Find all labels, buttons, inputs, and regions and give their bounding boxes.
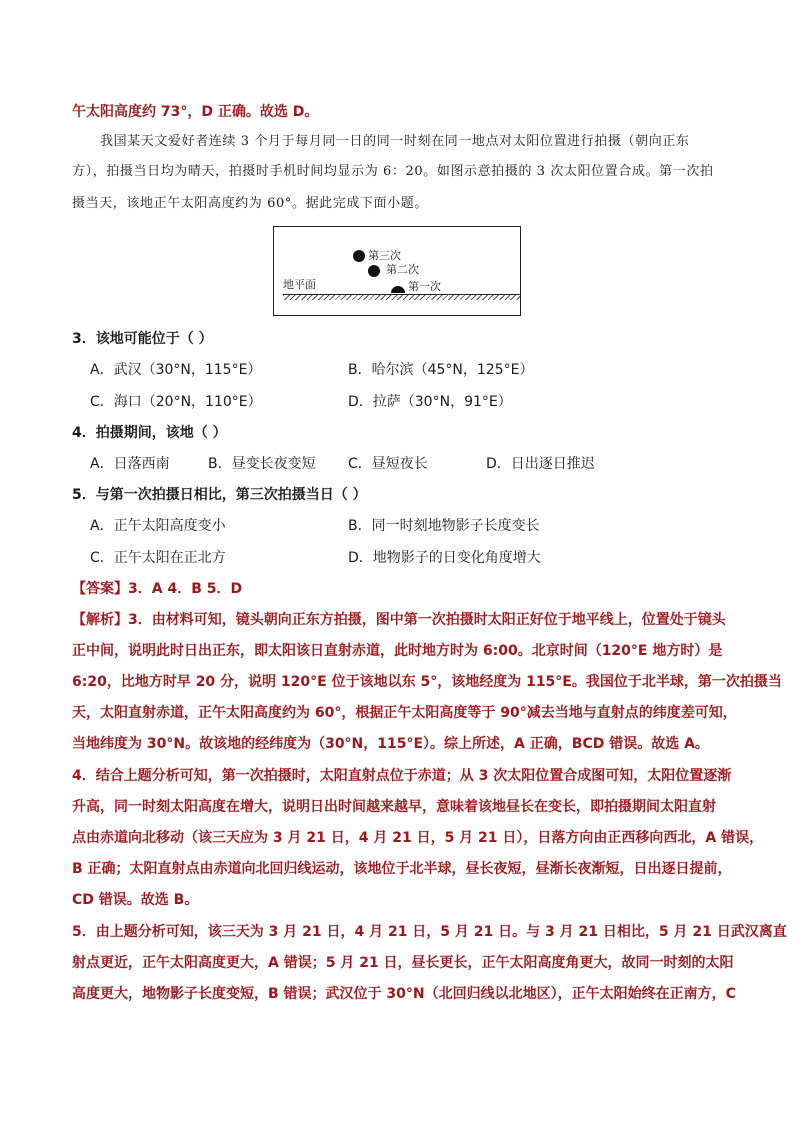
q3-option-c: C．海口（20°N，110°E）	[90, 394, 262, 410]
q3-option-b: B．哈尔滨（45°N，125°E）	[348, 362, 534, 378]
analysis-line-8: 点由赤道向北移动（该三天应为 3 月 21 日，4 月 21 日，5 月 21 日），日落方向由正西移向西北，A 错误，	[72, 830, 764, 846]
analysis-line-6: 4．结合上题分析可知，第一次拍摄时，太阳直射点位于赤道；从 3 次太阳位置合成图可知，太阳位置逐渐	[72, 768, 732, 784]
analysis-line-1: 【解析】3．由材料可知，镜头朝向正东方拍摄，图中第一次拍摄时太阳正好位于地平线上，位置处于镜头	[72, 612, 726, 628]
analysis-line-13: 高度更大，地物影子长度变短，B 错误；武汉位于 30°N（北回归线以北地区），正午太阳始终在正南方，C	[72, 986, 736, 1002]
ground-hatch	[283, 294, 520, 300]
material-line-2: 方），拍摄当日均为晴天，拍摄时手机时间均显示为 6：20。如图示意拍摄的 3 次太阳位置合成。第一次拍	[72, 164, 714, 179]
label-third: 第三次	[368, 249, 401, 262]
q4-option-c: C．昼短夜长	[348, 456, 428, 472]
previous-answer-tail: 午太阳高度约 73°，D 正确。故选 D。	[72, 104, 319, 120]
material-line-3: 摄当天，该地正午太阳高度约为 60°。据此完成下面小题。	[72, 196, 428, 211]
analysis-line-9: B 正确；太阳直射点由赤道向北回归线运动，该地位于北半球，昼长夜短，昼渐长夜渐短，日出逐日提前，	[72, 861, 732, 877]
analysis-line-11: 5．由上题分析可知，该三天为 3 月 21 日，4 月 21 日，5 月 21 日。与 3 月 21 日相比，5 月 21 日武汉离直	[72, 924, 787, 940]
sun-first-clip	[391, 285, 405, 293]
q5-option-b: B．同一时刻地物影子长度变长	[348, 518, 540, 534]
q4-option-d: D．日出逐日推迟	[486, 456, 595, 472]
analysis-line-4: 天，太阳直射赤道，正午太阳高度约为 60°，根据正午太阳高度等于 90°减去当地与直射点的纬度差可知，	[72, 705, 737, 721]
q5-option-d: D．地物影子的日变化角度增大	[348, 550, 541, 566]
q4-option-a: A．日落西南	[90, 456, 170, 472]
label-first: 第一次	[408, 280, 441, 293]
analysis-line-10: CD 错误。故选 B。	[72, 892, 199, 908]
q4-option-b: B．昼变长夜变短	[208, 456, 316, 472]
q5-option-c: C．正午太阳在正北方	[90, 550, 226, 566]
sun-third-dot	[353, 250, 365, 262]
analysis-line-5: 当地纬度为 30°N。故该地的经纬度为（30°N，115°E）。综上所述，A 正确，BCD 错误。故选 A。	[72, 736, 709, 752]
q5-stem: 5．与第一次拍摄日相比，第三次拍摄当日（ ）	[72, 487, 367, 503]
q5-option-a: A．正午太阳高度变小	[90, 518, 226, 534]
analysis-line-12: 射点更近，正午太阳高度更大，A 错误；5 月 21 日，昼长更长，正午太阳高度角更大，故同一时刻的太阳	[72, 955, 734, 971]
q3-option-d: D．拉萨（30°N，91°E）	[348, 394, 512, 410]
analysis-line-2: 正中间，说明此时日出正东，即太阳该日直射赤道，此时地方时为 6:00。北京时间（120°E 地方时）是	[72, 643, 723, 659]
sun-first-dot	[391, 286, 405, 293]
sun-second-dot	[368, 265, 380, 277]
q3-option-a: A．武汉（30°N，115°E）	[90, 362, 262, 378]
q4-stem: 4．拍摄期间，该地（ ）	[72, 425, 227, 441]
analysis-line-3: 6:20，比地方时早 20 分，说明 120°E 位于该地以东 5°，该地经度为 115°E。我国位于北半球，第一次拍摄当	[72, 674, 782, 690]
label-second: 第二次	[386, 263, 419, 276]
q3-stem: 3．该地可能位于（ ）	[72, 331, 213, 347]
label-horizon: 地平面	[283, 278, 316, 291]
analysis-line-7: 升高，同一时刻太阳高度在增大，说明日出时间越来越早，意味着该地昼长在变长，即拍摄期间太阳直射	[72, 799, 716, 815]
material-line-1: 我国某天文爱好者连续 3 个月于每月同一日的同一时刻在同一地点对太阳位置进行拍摄（朝向正东	[100, 134, 690, 149]
sun-position-figure	[273, 226, 521, 316]
answer-line: 【答案】3．A 4．B 5．D	[72, 581, 243, 597]
